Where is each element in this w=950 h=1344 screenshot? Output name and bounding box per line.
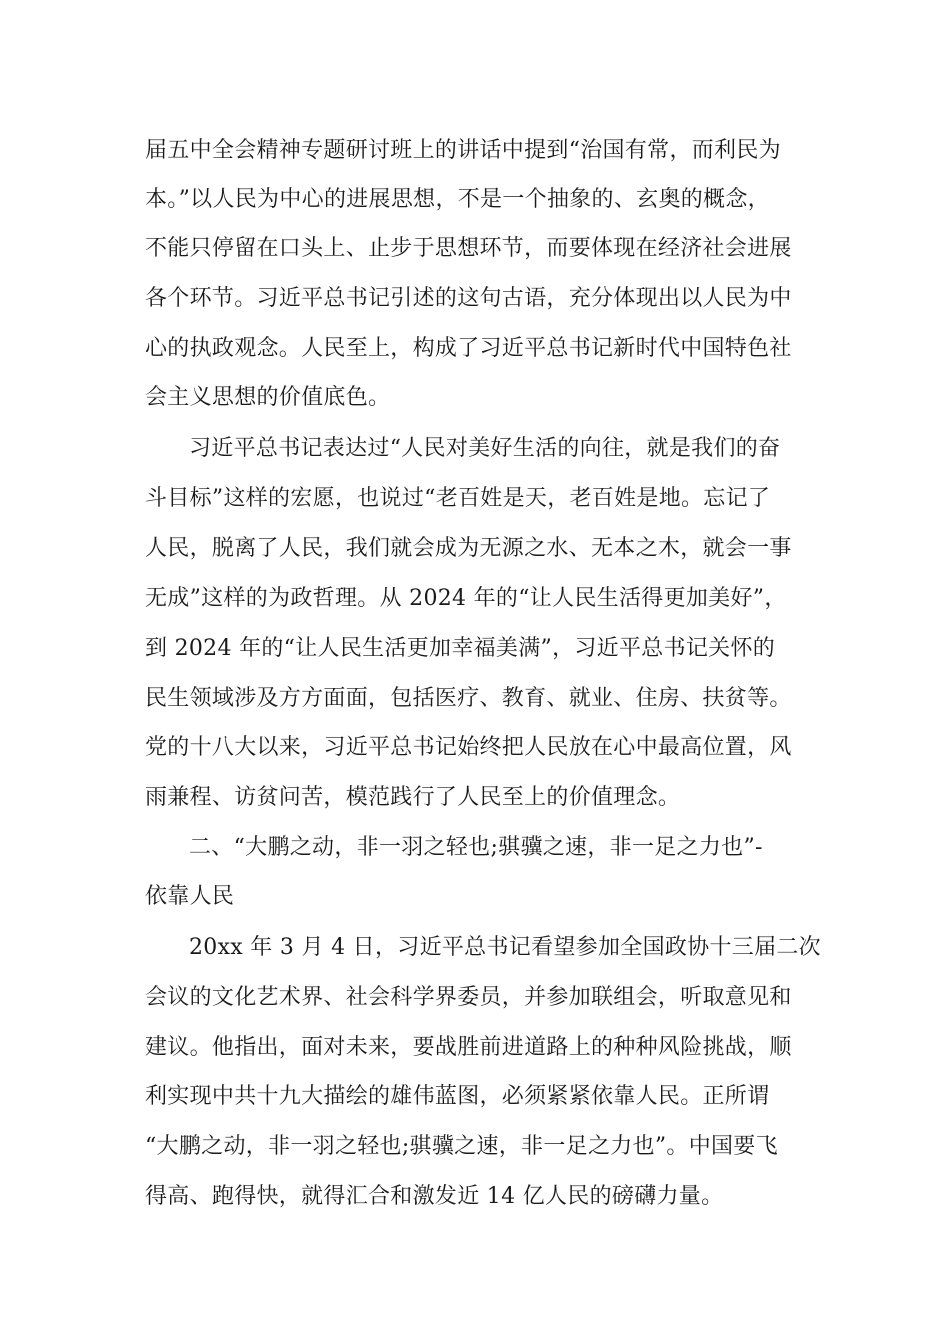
text-line: 会主义思想的价值底色。 xyxy=(145,385,391,410)
text-line: 党的十八大以来，习近平总书记始终把人民放在心中最高位置，风 xyxy=(145,735,792,760)
text-line: 本。”以人民为中心的进展思想，不是一个抽象的、玄奥的概念， xyxy=(145,187,770,212)
text-line: 到 2024 年的“让人民生活更加幸福美满”，习近平总书记关怀的 xyxy=(145,636,776,661)
text-line: 雨兼程、访贫问苦，模范践行了人民至上的价值理念。 xyxy=(145,785,681,810)
text-line: “大鹏之动，非一羽之轻也;骐骥之速，非一足之力也”。中国要飞 xyxy=(145,1134,778,1159)
text-line: 会议的文化艺术界、社会科学界委员，并参加联组会，听取意见和 xyxy=(145,985,792,1010)
text-line: 人民，脱离了人民，我们就会成为无源之水、无本之木，就会一事 xyxy=(145,536,792,561)
section-heading: 二、“大鹏之动，非一羽之轻也;骐骥之速，非一足之力也”- xyxy=(189,835,763,860)
paragraph-first-line: 20xx 年 3 月 4 日，习近平总书记看望参加全国政协十三届二次 xyxy=(189,935,821,960)
section-heading-continued: 依靠人民 xyxy=(145,884,235,909)
text-line: 无成”这样的为政哲理。从 2024 年的“让人民生活得更加美好”， xyxy=(145,586,787,611)
text-line: 各个环节。习近平总书记引述的这句古语，充分体现出以人民为中 xyxy=(145,286,792,311)
text-line: 得高、跑得快，就得汇合和激发近 14 亿人民的磅礴力量。 xyxy=(145,1184,724,1209)
text-line: 心的执政观念。人民至上，构成了习近平总书记新时代中国特色社 xyxy=(145,336,792,361)
text-line: 斗目标”这样的宏愿，也说过“老百姓是天，老百姓是地。忘记了 xyxy=(145,486,771,511)
text-line: 建议。他指出，面对未来，要战胜前进道路上的种种风险挑战，顺 xyxy=(145,1035,792,1060)
text-line: 不能只停留在口头上、止步于思想环节，而要体现在经济社会进展 xyxy=(145,236,792,261)
text-line: 利实现中共十九大描绘的雄伟蓝图，必须紧紧依靠人民。正所谓 xyxy=(145,1084,770,1109)
text-line: 民生领域涉及方方面面，包括医疗、教育、就业、住房、扶贫等。 xyxy=(145,686,792,711)
text-line: 届五中全会精神专题研讨班上的讲话中提到“治国有常，而利民为 xyxy=(145,138,781,163)
paragraph-first-line: 习近平总书记表达过“人民对美好生活的向往，就是我们的奋 xyxy=(189,436,781,461)
